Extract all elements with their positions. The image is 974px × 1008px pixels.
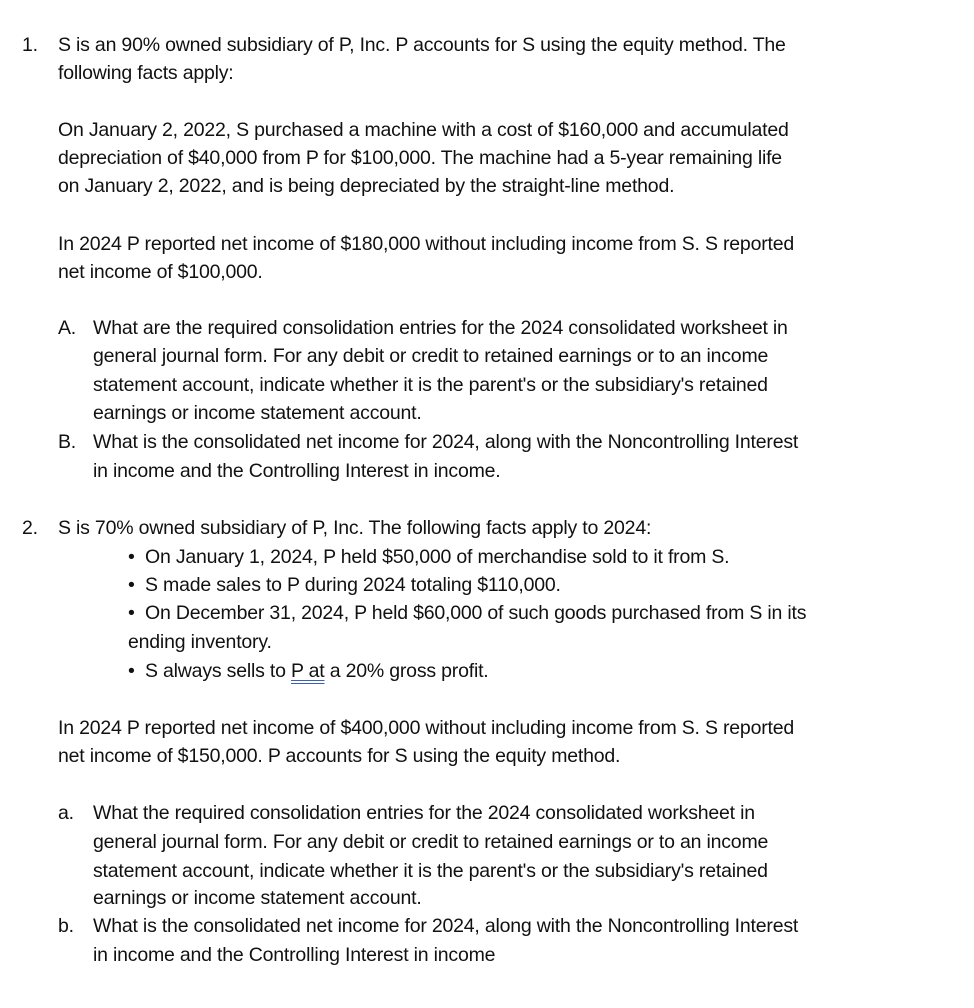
sub-question-line: What are the required consolidation entries for the 2024 consolidated worksheet in (93, 317, 788, 339)
paragraph-line: net income of $150,000. P accounts for S using the equity method. (58, 745, 621, 767)
spellcheck-underlined-text: P at (290, 660, 325, 682)
sub-question-label: a. (58, 802, 74, 824)
bullet-icon: • (128, 602, 135, 624)
sub-question-label: b. (58, 915, 74, 937)
paragraph-line: In 2024 P reported net income of $400,000 without including income from S. S reported (58, 717, 795, 739)
sub-question-line: What the required consolidation entries for the 2024 consolidated worksheet in (93, 802, 755, 824)
list-item: S made sales to P during 2024 totaling $110,000. (145, 574, 561, 596)
question-intro-line: S is an 90% owned subsidiary of P, Inc. P accounts for S using the equity method. The (58, 34, 786, 56)
list-item (145, 657, 489, 685)
sub-question-line: What is the consolidated net income for 2024, along with the Noncontrolling Interest (93, 431, 799, 453)
paragraph-line: on January 2, 2022, and is being depreciated by the straight-line method. (58, 175, 675, 197)
sub-question-line: in income and the Controlling Interest in income. (93, 460, 501, 482)
question-number: 2. (22, 517, 38, 539)
bullet-icon: • (128, 574, 135, 596)
list-item: On January 1, 2024, P held $50,000 of merchandise sold to it from S. (145, 546, 730, 568)
sub-question-line: statement account, indicate whether it is the parent's or the subsidiary's retained (93, 860, 768, 882)
list-item: On December 31, 2024, P held $60,000 of such goods purchased from S in its (145, 602, 807, 624)
sub-question-label: A. (58, 317, 77, 339)
list-item-text: a 20% gross profit. (324, 660, 489, 682)
sub-question-line: What is the consolidated net income for 2024, along with the Noncontrolling Interest (93, 915, 799, 937)
paragraph-line: In 2024 P reported net income of $180,000 without including income from S. S reported (58, 233, 795, 255)
sub-question-line: in income and the Controlling Interest in income (93, 944, 496, 966)
paragraph-line: On January 2, 2022, S purchased a machine with a cost of $160,000 and accumulated (58, 119, 789, 141)
sub-question-label: B. (58, 431, 77, 453)
paragraph-line: depreciation of $40,000 from P for $100,000. The machine had a 5-year remaining life (58, 147, 782, 169)
list-item-text: S always sells to (145, 660, 291, 682)
question-number: 1. (22, 34, 38, 56)
sub-question-line: general journal form. For any debit or credit to retained earnings or to an income (93, 831, 769, 853)
sub-question-line: general journal form. For any debit or credit to retained earnings or to an income (93, 345, 769, 367)
sub-question-line: earnings or income statement account. (93, 887, 422, 909)
bullet-icon: • (128, 546, 135, 568)
sub-question-line: earnings or income statement account. (93, 402, 422, 424)
bullet-icon: • (128, 660, 135, 682)
paragraph-line: net income of $100,000. (58, 261, 263, 283)
sub-question-line: statement account, indicate whether it is the parent's or the subsidiary's retained (93, 374, 768, 396)
list-item-continuation: ending inventory. (128, 631, 272, 653)
question-intro-line: S is 70% owned subsidiary of P, Inc. The following facts apply to 2024: (58, 517, 652, 539)
question-intro-line: following facts apply: (58, 62, 234, 84)
